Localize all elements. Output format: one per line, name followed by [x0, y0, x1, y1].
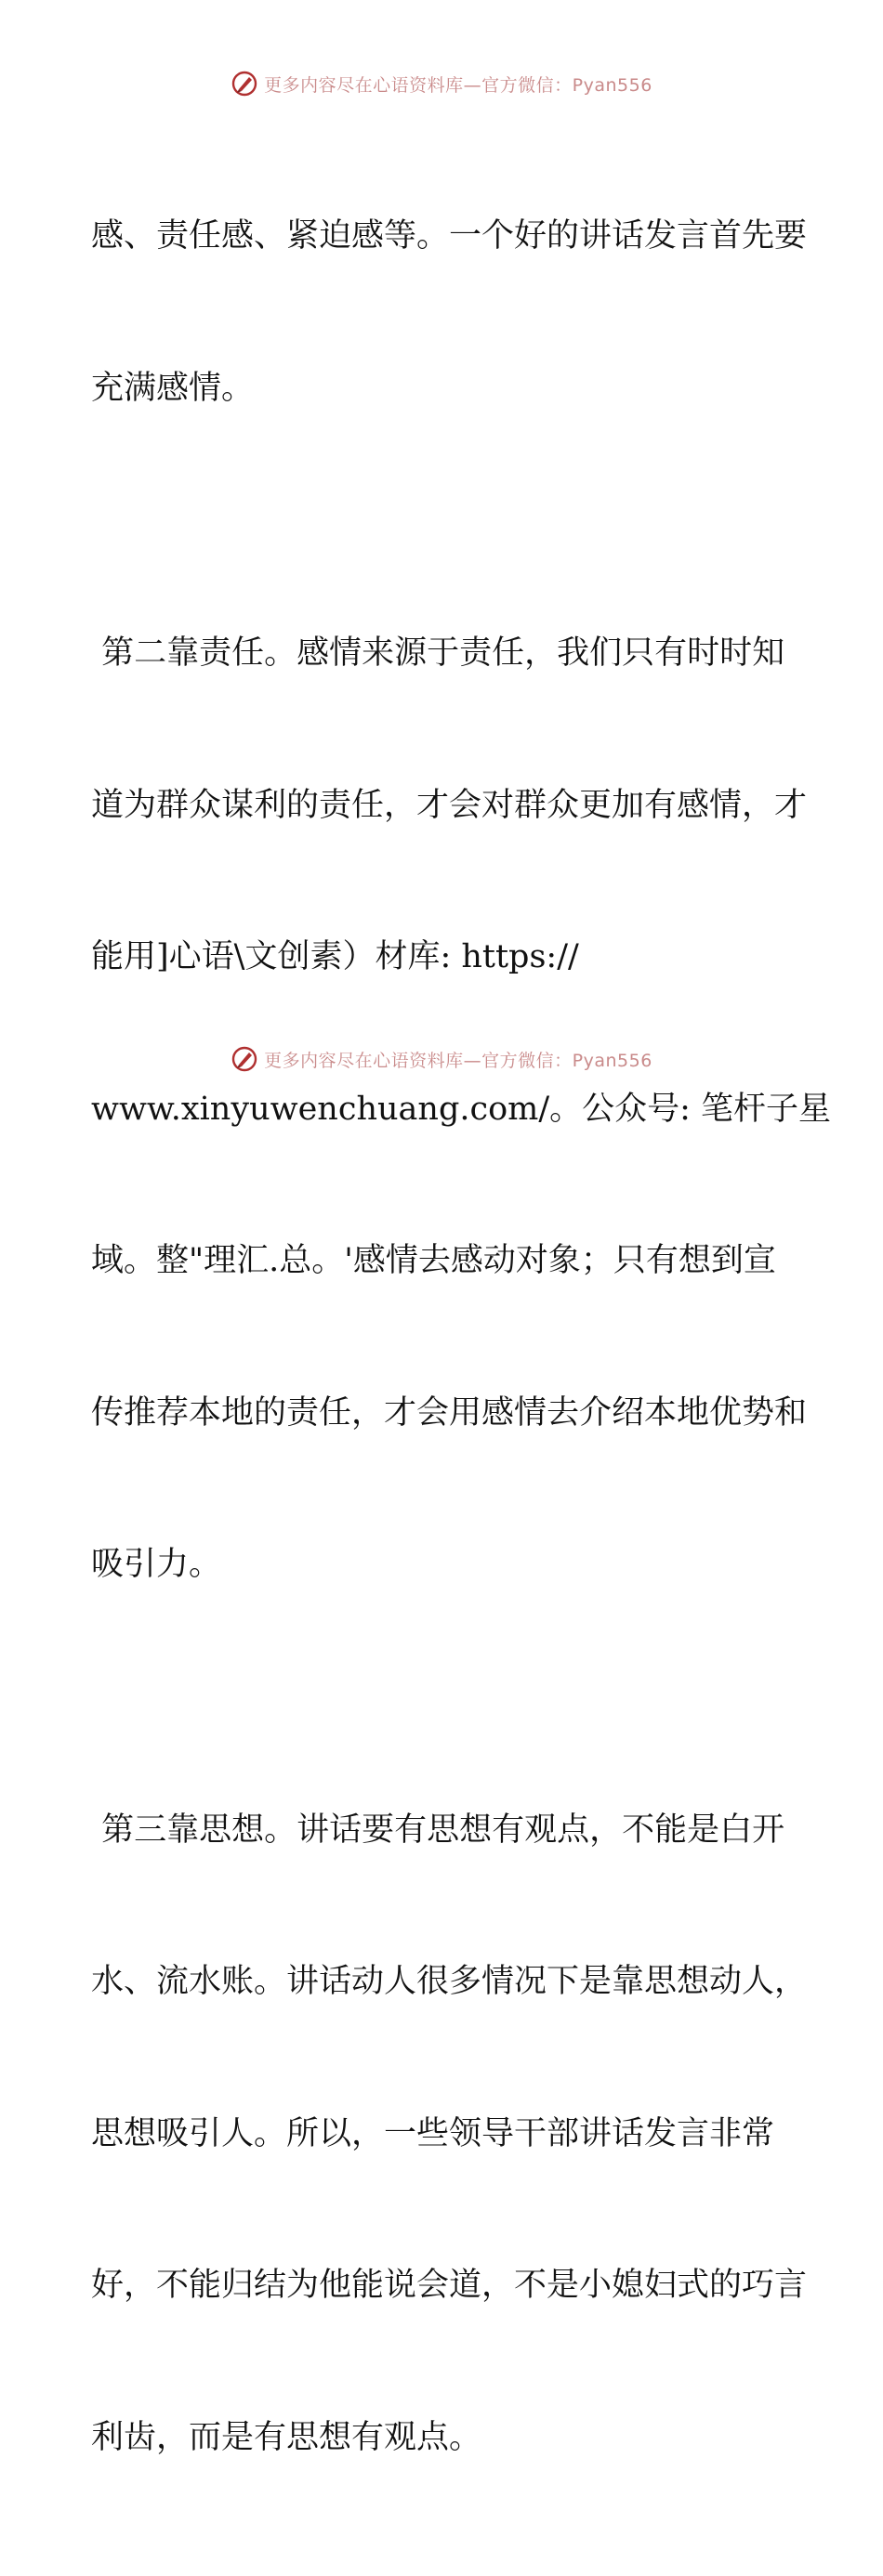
paragraph-line: 感、责任感、紧迫感等。一个好的讲话发言首先要 — [91, 217, 808, 255]
paragraph-line: 传推荐本地的责任，才会用感情去介绍本地优势和 — [91, 1393, 808, 1432]
paragraph-line: 水、流水账。讲话动人很多情况下是靠思想动人， — [91, 1963, 808, 2000]
paragraph-line: 利齿，而是有思想有观点。 — [91, 2418, 482, 2456]
paragraph-line: 能用]心语\文创素）材库: https:// — [91, 938, 579, 975]
pen-logo-icon — [231, 70, 258, 98]
paragraph-line: 域。整"理汇.总。'感情去感动对象；只有想到宣 — [91, 1242, 776, 1279]
paragraph-line: 吸引力。 — [91, 1546, 222, 1583]
paragraph-line: 道为群众谋利的责任，才会对群众更加有感情，才 — [91, 786, 808, 824]
paragraph-line: 充满感情。 — [91, 369, 255, 407]
paragraph-line: 好，不能归结为他能说会道，不是小媳妇式的巧言 — [91, 2267, 808, 2304]
paragraph-line: 思想吸引人。所以，一些领导干部讲话发言非常 — [91, 2114, 775, 2152]
paragraph-1 — [91, 110, 808, 515]
pen-logo-icon — [231, 1045, 258, 1073]
paragraph-line: www.xinyuwenchuang.com/。公众号: 笔杆子星 — [91, 1090, 832, 1128]
header-banner — [0, 65, 883, 102]
footer-banner-text: 更多内容尽在心语资料库—官方微信：Pyan556 — [264, 1050, 652, 1071]
paragraph-line: 第三靠思想。讲话要有思想有观点，不能是白开 — [91, 1811, 785, 1849]
paragraph-2 — [91, 527, 832, 1692]
header-banner-text: 更多内容尽在心语资料库—官方微信：Pyan556 — [264, 74, 652, 96]
document-body — [91, 110, 832, 2576]
footer-banner — [0, 1040, 883, 1078]
paragraph-3 — [91, 1704, 808, 2565]
paragraph-line: 第二靠责任。感情来源于责任，我们只有时时知 — [91, 634, 785, 672]
